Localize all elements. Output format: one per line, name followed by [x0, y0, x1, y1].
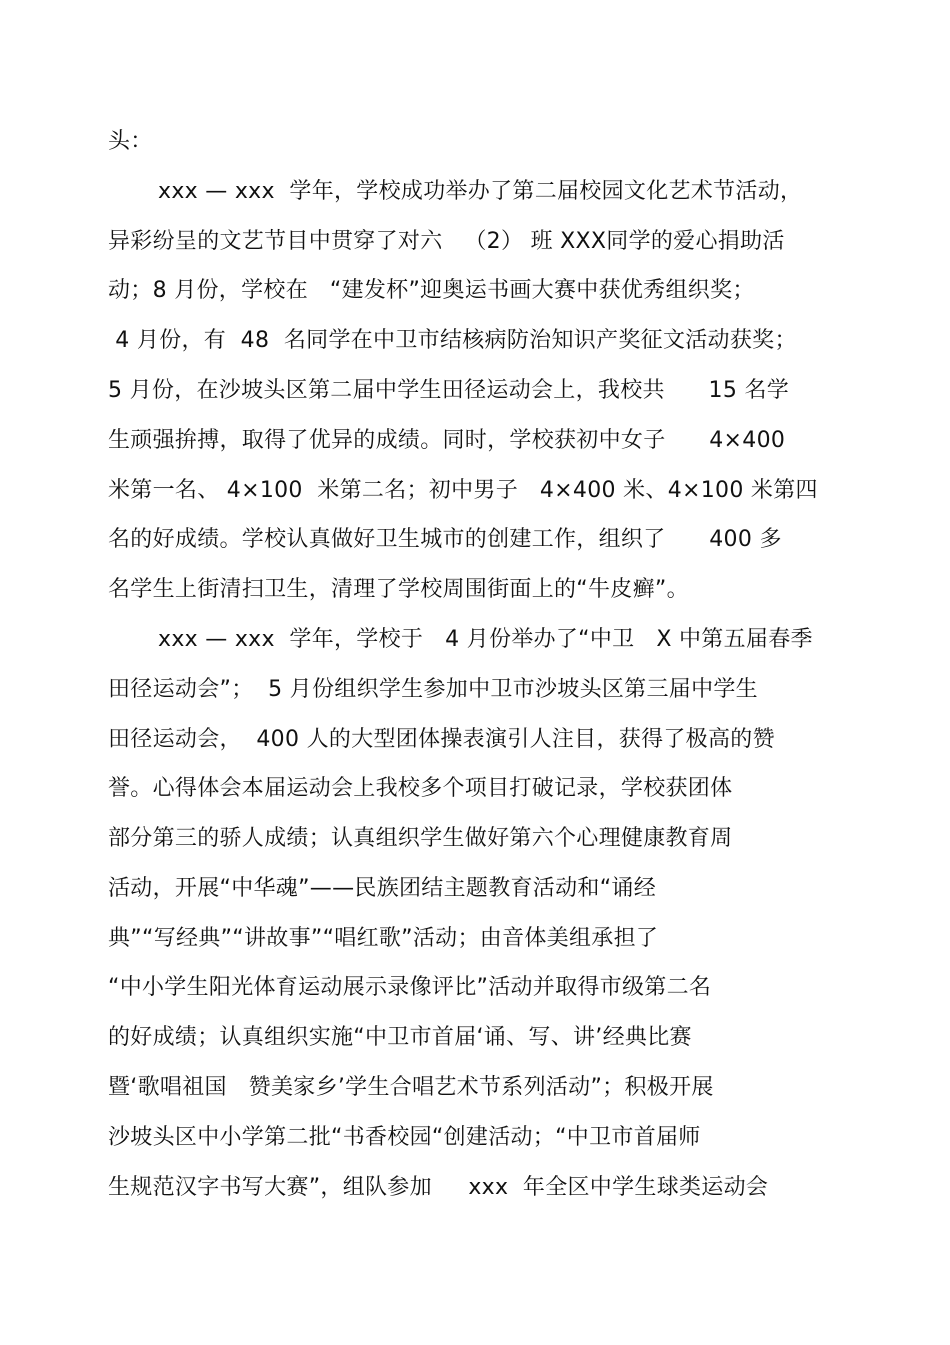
text-line-21: 沙坡头区中小学第二批“书香校园“创建活动；“中卫市首届师	[108, 1125, 701, 1150]
text-line-17: 典”“写经典”“讲故事”“唱红歌”活动；由音体美组承担了	[108, 926, 659, 951]
text-line-22: 生规范汉字书写大赛”，组队参加 xxx 年全区中学生球类运动会	[108, 1175, 769, 1200]
text-line-9: 名的好成绩。学校认真做好卫生城市的创建工作，组织了 400 多	[108, 527, 782, 552]
text-line-10: 名学生上街清扫卫生，清理了学校周围街面上的“牛皮癣”。	[108, 577, 689, 602]
text-line-15: 部分第三的骄人成绩；认真组织学生做好第六个心理健康教育周	[108, 826, 733, 851]
text-line-14: 誉。心得体会本届运动会上我校多个项目打破记录，学校获团体	[108, 776, 733, 801]
text-line-16: 活动，开展“中华魂”——民族团结主题教育活动和“诵经	[108, 876, 656, 901]
text-line-11: xxx — xxx 学年，学校于 4 月份举办了“中卫 X 中第五届春季	[158, 627, 813, 652]
text-line-4: 动；8 月份，学校在 “建发杯”迎奥运书画大赛中获优秀组织奖；	[108, 278, 755, 303]
text-line-7: 生顽强拚搏，取得了优异的成绩。同时，学校获初中女子 4×400	[108, 428, 786, 453]
text-line-8: 米第一名、 4×100 米第二名；初中男子 4×400 米、4×100 米第四	[108, 478, 818, 503]
text-line-18: “中小学生阳光体育运动展示录像评比”活动并取得市级第二名	[108, 975, 712, 1000]
text-line-5: 4 月份，有 48 名同学在中卫市结核病防治知识产奖征文活动获奖；	[108, 328, 797, 353]
text-line-12: 田径运动会”； 5 月份组织学生参加中卫市沙坡头区第三届中学生	[108, 677, 758, 702]
text-line-1: 头：	[108, 129, 153, 154]
text-line-3: 异彩纷呈的文艺节目中贯穿了对六 （2） 班 XXX同学的爱心捐助活	[108, 229, 785, 254]
text-line-6: 5 月份，在沙坡头区第二届中学生田径运动会上，我校共 15 名学	[108, 378, 790, 403]
text-line-13: 田径运动会， 400 人的大型团体操表演引人注目，获得了极高的赞	[108, 727, 775, 752]
text-line-2: xxx — xxx 学年，学校成功举办了第二届校园文化艺术节活动，	[158, 179, 803, 204]
text-line-19: 的好成绩；认真组织实施“中卫市首届‘诵、写、讲’经典比赛	[108, 1025, 692, 1050]
text-line-20: 暨‘歌唱祖国 赞美家乡’学生合唱艺术节系列活动”；积极开展	[108, 1075, 714, 1100]
